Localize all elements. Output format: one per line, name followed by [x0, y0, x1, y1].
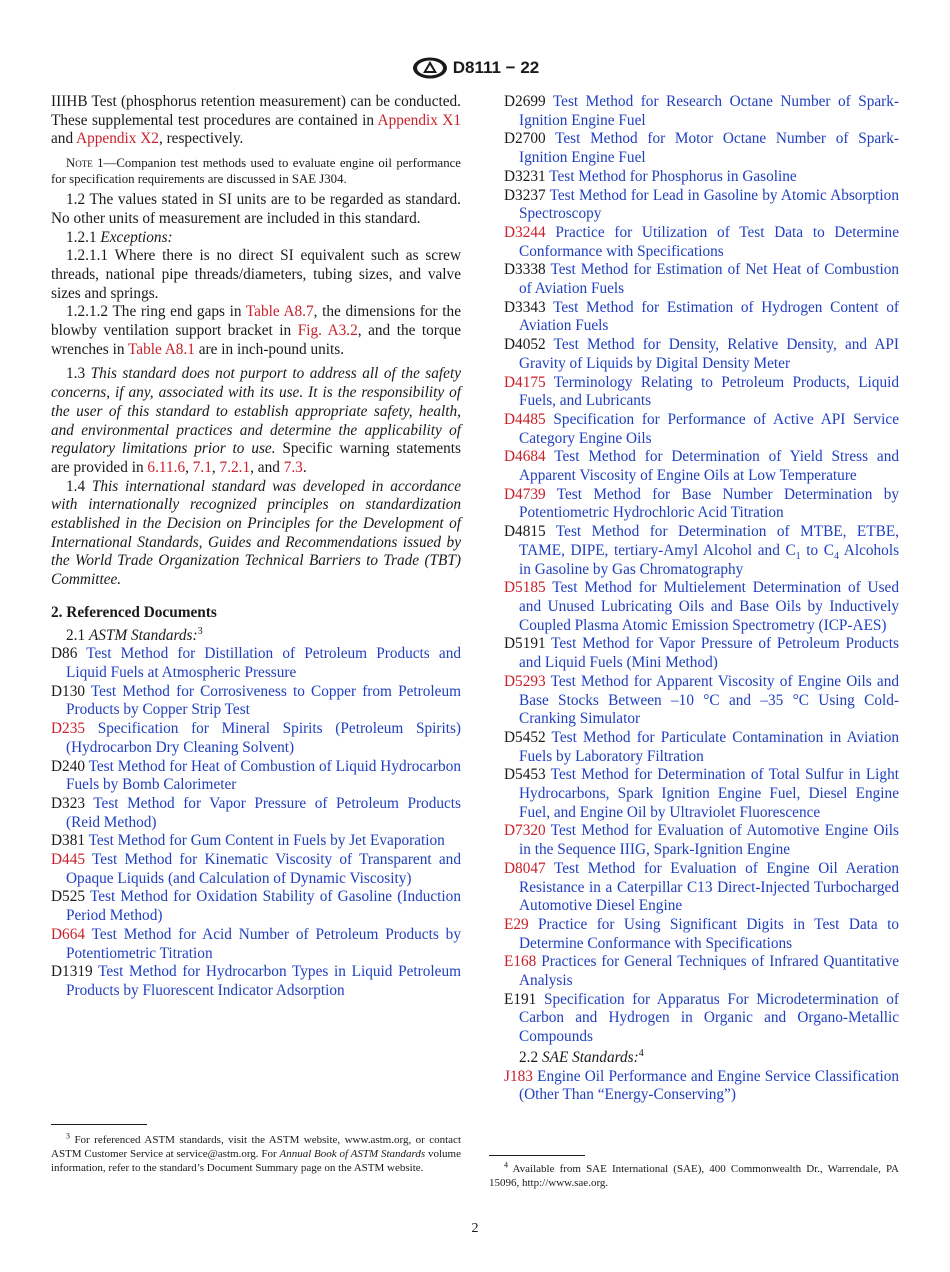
text: ASTM Standards:: [88, 626, 198, 644]
note-1: [51, 156, 461, 187]
reference-code: D2700: [504, 130, 546, 148]
text: , and the torque wrenches in: [51, 322, 461, 358]
reference-list: [504, 93, 899, 523]
reference-item: [51, 758, 461, 795]
footnote-3: [51, 1133, 461, 1175]
reference-code[interactable]: D4739: [504, 485, 546, 503]
text: ,: [185, 458, 193, 476]
footnote-number: 4: [504, 1160, 508, 1170]
reference-title-link[interactable]: Test Method for Particulate Contamination in Aviation Fuels by Laboratory Filtration: [519, 728, 899, 765]
reference-item: [504, 187, 899, 224]
reference-item: [51, 926, 461, 963]
reference-item: [504, 130, 899, 167]
text: Specific warning statements are provided in: [51, 440, 461, 476]
intro-paragraph: [51, 93, 461, 149]
left-column: [51, 93, 461, 1001]
para-1-4: [51, 478, 461, 590]
para-1-2-1-1: 1.2.1.1 Where there is no direct SI equivalent such as screw threads, national pipe threads/diameters, tubing sizes, and valve sizes and springs.: [51, 247, 461, 302]
note-label: Note 1: [66, 156, 104, 171]
reference-item: [504, 448, 899, 485]
reference-code[interactable]: D3244: [504, 223, 546, 241]
reference-code[interactable]: D235: [51, 720, 85, 738]
text: Exceptions:: [100, 228, 173, 246]
reference-title-link[interactable]: Test Method for Determination of Yield Stress and Apparent Viscosity of Engine Oils at Low Temperature: [519, 448, 899, 485]
table-a8-7-link[interactable]: Table A8.7: [245, 303, 314, 321]
reference-item: [504, 916, 899, 953]
reference-item: [504, 635, 899, 672]
text: Test Method for Determination of MTBE, ETBE, TAME, DIPE, tertiary-Amyl Alcohol and C: [519, 523, 899, 559]
reference-item: [504, 860, 899, 916]
reference-list: [51, 645, 461, 1000]
reference-title-link[interactable]: Test Method for Base Number Determination by Potentiometric Hydrochloric Acid Titration: [519, 485, 899, 522]
reference-title-link[interactable]: Test Method for Motor Octane Number of Spark-Ignition Engine Fuel: [519, 130, 899, 167]
reference-item: [504, 523, 899, 579]
fig-a3-2-link[interactable]: Fig. A3.2: [297, 322, 358, 340]
reference-title-link[interactable]: Specification for Performance of Active API Service Category Engine Oils: [519, 410, 899, 447]
reference-code: D323: [51, 794, 85, 812]
footnote-4: [489, 1162, 899, 1190]
reference-item: [504, 822, 899, 859]
footnote-rule: [51, 1124, 147, 1125]
reference-item: [51, 888, 461, 925]
reference-title-link[interactable]: Specification for Mineral Spirits (Petroleum Spirits) (Hydrocarbon Dry Cleaning Solvent): [66, 720, 461, 756]
reference-item: [51, 645, 461, 682]
section-7-1-link[interactable]: 7.1: [192, 458, 212, 476]
reference-code[interactable]: D664: [51, 925, 85, 943]
footnote-ref-4[interactable]: 4: [638, 1047, 644, 1059]
para-1-2: 1.2 The values stated in SI units are to be regarded as standard. No other units of measurement are included in this standard.: [51, 191, 461, 227]
reference-code: D3231: [504, 167, 546, 185]
text: For referenced ASTM standards, visit the ASTM website, www.astm.org, or contact ASTM Customer Service at service@astm.org. For: [51, 1134, 461, 1160]
appendix-x1-link[interactable]: Appendix X1: [377, 111, 461, 129]
reference-item: [504, 168, 899, 187]
reference-code: D130: [51, 682, 85, 700]
reference-code: D5453: [504, 766, 546, 784]
text: 1.2.1: [66, 228, 101, 246]
reference-title-link[interactable]: Test Method for Kinematic Viscosity of Transparent and Opaque Liquids (and Calculation of Dynamic Viscosity): [66, 851, 461, 887]
reference-code[interactable]: D4485: [504, 410, 546, 428]
reference-code[interactable]: D5185: [504, 579, 546, 597]
reference-code[interactable]: E29: [504, 915, 529, 933]
text: are in inch-pound units.: [194, 340, 345, 358]
reference-item: [504, 261, 899, 298]
reference-title-link[interactable]: Test Method for Vapor Pressure of Petroleum Products (Reid Method): [66, 794, 461, 831]
footnote-ref-3[interactable]: 3: [197, 625, 203, 637]
reference-title-link[interactable]: Test Method for Apparent Viscosity of Engine Oils and Base Stocks Between –10 °C and –35 °C Using Cold-Cranking Simulator: [519, 672, 899, 728]
reference-code: D3338: [504, 261, 546, 279]
reference-title-link[interactable]: Test Method for Multielement Determination of Used and Unused Lubricating Oils and Base Oils by Inductively Coupled Plasma Atomic Emission Spectrometry (ICP-AES): [519, 579, 899, 634]
reference-code[interactable]: J183: [504, 1067, 533, 1085]
page-header: [0, 56, 950, 80]
reference-item: [51, 720, 461, 757]
text: IIIHB Test (phosphorus retention measurement) can be conducted. These supplemental test procedures are contained in: [51, 93, 461, 129]
appendix-x2-link[interactable]: Appendix X2: [76, 130, 159, 148]
text: SAE Standards:: [541, 1048, 639, 1066]
text: , and: [250, 458, 284, 476]
para-1-2-1-2: [51, 303, 461, 359]
reference-code: D5191: [504, 635, 546, 653]
astm-logo-icon: [411, 56, 449, 80]
footnote-number: 3: [66, 1131, 70, 1141]
reference-code[interactable]: D5293: [504, 672, 546, 690]
reference-item: [504, 374, 899, 411]
reference-item: [51, 851, 461, 888]
text: and: [51, 130, 77, 148]
reference-item: [504, 729, 899, 766]
reference-code[interactable]: D445: [51, 851, 85, 869]
reference-code: D2699: [504, 93, 546, 110]
reference-title-link[interactable]: Test Method for Phosphorus in Gasoline: [549, 167, 797, 185]
reference-title-link[interactable]: Test Method for Lead in Gasoline by Atomic Absorption Spectroscopy: [519, 186, 899, 223]
reference-title-link[interactable]: Test Method for Determination of Total Sulfur in Light Hydrocarbons, Spark Ignition Engine Fuel, Diesel Engine Fuel, and Engine Oil by Ultraviolet Fluorescence: [519, 766, 899, 821]
reference-item: [51, 963, 461, 1000]
text: , respectively.: [158, 130, 244, 148]
reference-code: D86: [51, 645, 78, 663]
reference-title-link[interactable]: Test Method for Evaluation of Automotive Engine Oils in the Sequence IIIG, Spark-Ignition Engine: [519, 822, 899, 859]
reference-code[interactable]: E168: [504, 953, 537, 971]
reference-item: [504, 1068, 899, 1105]
reference-item: [504, 953, 899, 990]
reference-title-link[interactable]: Practice for Using Significant Digits in Test Data to Determine Conformance with Specifications: [519, 915, 899, 952]
reference-code: D1319: [51, 963, 93, 981]
text: 2.1: [66, 626, 89, 644]
section-7-3-link[interactable]: 7.3: [283, 458, 303, 476]
text: 1.2.1.2 The ring end gaps in: [66, 303, 246, 321]
reference-title-link[interactable]: Test Method for Vapor Pressure of Petroleum Products and Liquid Fuels (Mini Method): [519, 635, 899, 672]
reference-title-link[interactable]: Test Method for Oxidation Stability of Gasoline (Induction Period Method): [66, 888, 461, 925]
reference-title-link[interactable]: Test Method for Estimation of Net Heat of Combustion of Aviation Fuels: [519, 261, 899, 298]
reference-code: D3343: [504, 298, 546, 316]
reference-code[interactable]: D4175: [504, 373, 546, 391]
subscript: 1: [795, 550, 801, 562]
page-number: 2: [471, 1221, 479, 1236]
reference-item: [504, 336, 899, 373]
text: This international standard was developed in accordance with internationally recognized principles on standardization established in the Decision on Principles for the Development of International Standards, Guides and Recommendations issued by the World Trade Organization Technical Barriers to Trade (TBT) Committee.: [51, 477, 461, 589]
reference-code: D240: [51, 757, 85, 775]
reference-item: [504, 579, 899, 635]
reference-item: [504, 411, 899, 448]
text: This standard does not purport to address all of the safety concerns, if any, associated with its use. It is the responsibility of the user of this standard to establish appropriate safety, health, and environmental practices and determine the applicability of regulatory limitations prior to use.: [51, 365, 461, 458]
text: to C: [800, 541, 835, 559]
reference-title-link[interactable]: Test Method for Distillation of Petroleum Products and Liquid Fuels at Atmospheric Pressure: [66, 645, 461, 681]
reference-title-link[interactable]: Test Method for Evaluation of Engine Oil Aeration Resistance in a Caterpillar C13 Direct-Injected Turbocharged Automotive Diesel Engine: [519, 859, 899, 915]
text: Available from SAE International (SAE), 400 Commonwealth Dr., Warrendale, PA 15096, http://www.sae.org.: [489, 1163, 899, 1189]
reference-title-link[interactable]: Test Method for Density, Relative Density, and API Gravity of Liquids by Digital Density Meter: [519, 336, 899, 372]
section-7-2-1-link[interactable]: 7.2.1: [219, 458, 251, 476]
reference-item: [504, 991, 899, 1047]
reference-code: D381: [51, 832, 85, 850]
reference-code: D5452: [504, 728, 546, 746]
subscript: 4: [834, 550, 840, 562]
text: Annual Book of ASTM Standards: [279, 1148, 426, 1160]
section-6-11-6-link[interactable]: 6.11.6: [147, 458, 186, 476]
reference-code: E191: [504, 990, 537, 1008]
reference-title-link[interactable]: Specification for Apparatus For Microdetermination of Carbon and Hydrogen in Organic and Organo-Metallic Compounds: [519, 990, 899, 1046]
reference-item: [504, 486, 899, 523]
reference-title-link[interactable]: Practice for Utilization of Test Data to Determine Conformance with Specifications: [519, 223, 899, 260]
reference-title-link[interactable]: Test Method for Research Octane Number of Spark-Ignition Engine Fuel: [519, 93, 899, 129]
reference-item: [51, 683, 461, 720]
text: Alcohols in Gasoline by Gas Chromatography: [519, 541, 900, 578]
text: 2.2: [519, 1048, 542, 1066]
para-1-2-1: [51, 229, 461, 248]
reference-title-link[interactable]: Practices for General Techniques of Infrared Quantitative Analysis: [519, 953, 900, 990]
reference-item: [51, 832, 461, 851]
reference-title-link[interactable]: Test Method for Acid Number of Petroleum Products by Potentiometric Titration: [66, 925, 461, 962]
text: 1.4: [66, 477, 92, 495]
para-2-2: [504, 1049, 899, 1068]
reference-code: D525: [51, 888, 85, 906]
reference-title-link[interactable]: Engine Oil Performance and Engine Service Classification (Other Than “Energy-Conserving”): [519, 1067, 899, 1104]
reference-title-link[interactable]: Test Method for Gum Content in Fuels by Jet Evaporation: [88, 832, 445, 850]
reference-list: [504, 1068, 899, 1105]
footnote-rule: [489, 1155, 585, 1156]
reference-code: D4052: [504, 336, 546, 354]
reference-code[interactable]: D4684: [504, 448, 546, 466]
reference-title-link[interactable]: Test Method for Hydrocarbon Types in Liquid Petroleum Products by Fluorescent Indicator Adsorption: [66, 963, 461, 999]
section-heading: 2. Referenced Documents: [51, 603, 217, 621]
reference-title-link[interactable]: [519, 523, 899, 577]
reference-item: [504, 299, 899, 336]
right-column: [504, 93, 899, 1105]
note-text: —Companion test methods used to evaluate engine oil performance for specification requirements are discussed in SAE J304.: [51, 156, 461, 186]
text: .: [302, 458, 307, 476]
reference-item: [504, 93, 899, 130]
reference-item: [51, 795, 461, 832]
designation: D8111 − 22: [452, 58, 540, 77]
text: ,: [211, 458, 220, 476]
reference-code[interactable]: D8047: [504, 859, 546, 877]
reference-code: D3237: [504, 186, 546, 204]
para-2-1: [51, 627, 461, 646]
reference-item: [504, 766, 899, 822]
reference-code: D4815: [504, 523, 546, 541]
reference-list: [504, 579, 899, 1047]
reference-title-link[interactable]: Test Method for Heat of Combustion of Liquid Hydrocarbon Fuels by Bomb Calorimeter: [66, 757, 461, 794]
reference-code[interactable]: D7320: [504, 822, 546, 840]
reference-item: [504, 673, 899, 729]
table-a8-1-link[interactable]: Table A8.1: [128, 340, 195, 358]
reference-item: [504, 224, 899, 261]
para-1-3: [51, 365, 461, 477]
reference-title-link[interactable]: Test Method for Corrosiveness to Copper from Petroleum Products by Copper Strip Test: [66, 682, 461, 719]
reference-title-link[interactable]: Test Method for Estimation of Hydrogen Content of Aviation Fuels: [519, 298, 899, 335]
reference-title-link[interactable]: Terminology Relating to Petroleum Products, Liquid Fuels, and Lubricants: [519, 373, 899, 410]
text: , the dimensions for the blowby ventilation support bracket in: [51, 303, 461, 340]
text: volume information, refer to the standard’s Document Summary page on the ASTM website.: [51, 1148, 461, 1174]
text: 1.3: [66, 365, 91, 383]
